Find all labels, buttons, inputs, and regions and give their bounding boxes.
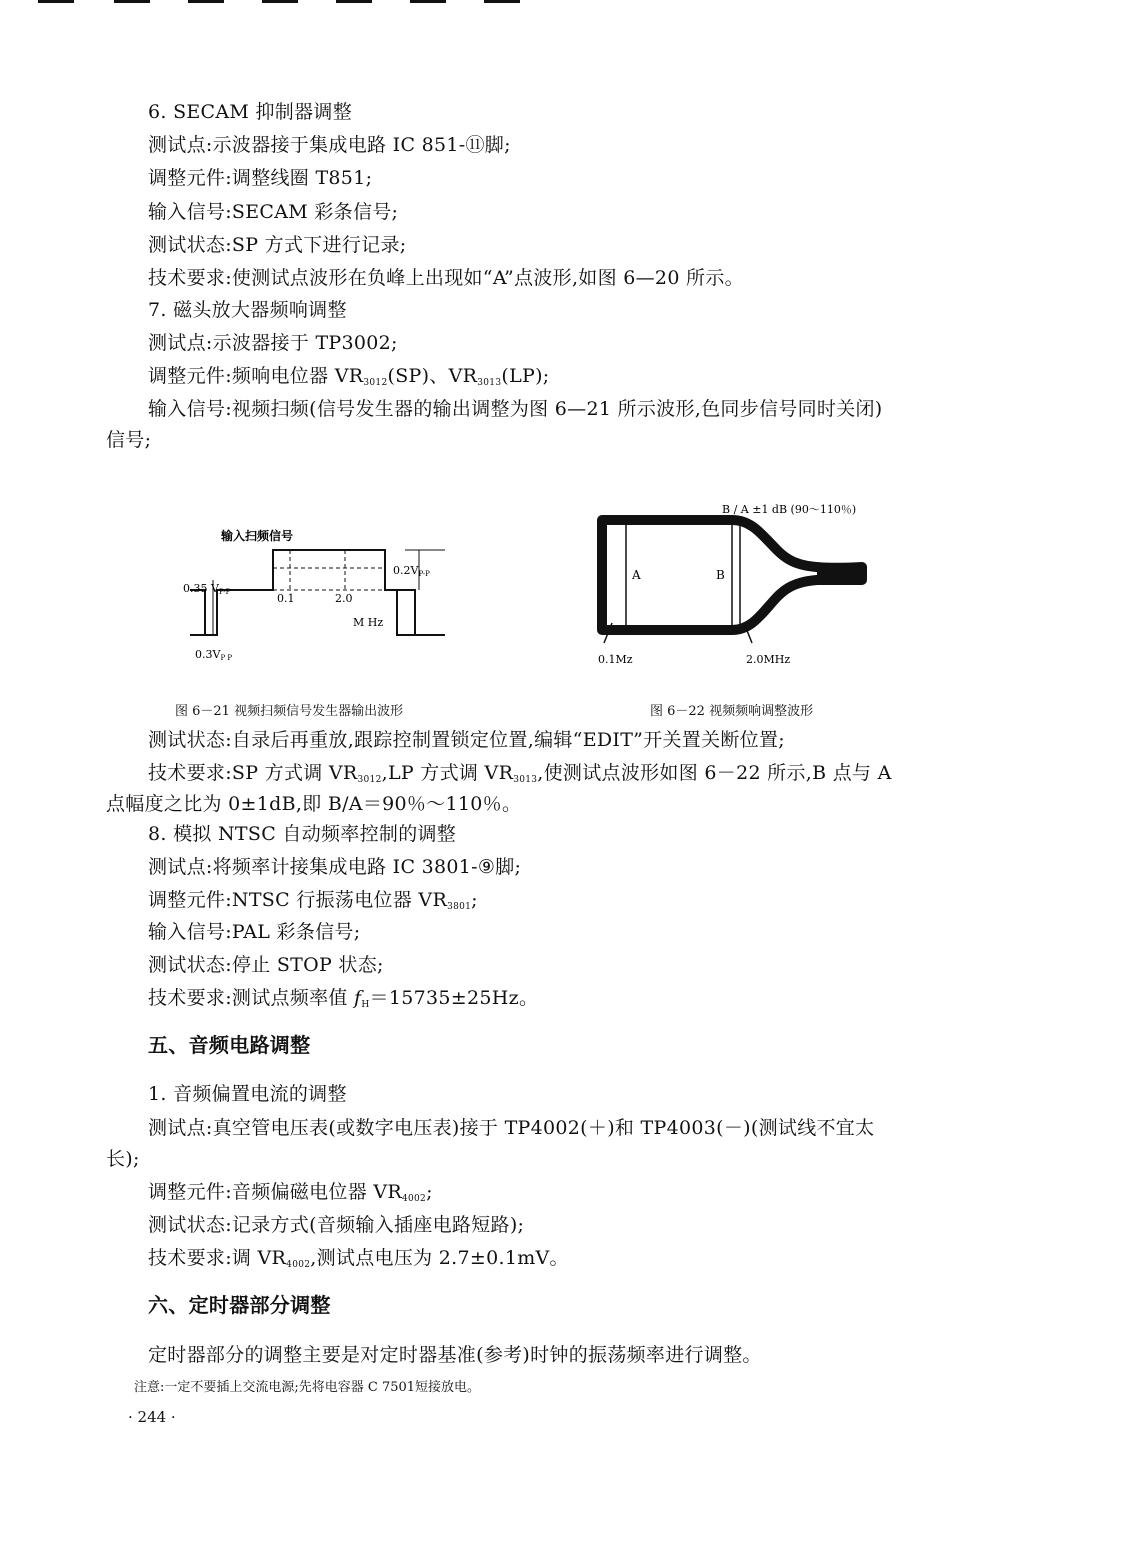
fig21-label-20: 2.0 xyxy=(335,592,353,605)
s8-line-5: 技术要求:测试点频率值 $f_H=15735\pm 25Hz$。 xyxy=(148,987,539,1010)
timer-line-1: 定时器部分的调整主要是对定时器基准(参考)时钟的振荡频率进行调整。 xyxy=(148,1344,762,1366)
fig21-title: 输入扫频信号 xyxy=(221,529,294,543)
s8-line-2: 调整元件:NTSC 行振荡电位器 $VR_{3801}$; xyxy=(148,889,478,912)
note: 注意:一定不要插上交流电源;先将电容器 C 7501短接放电。 xyxy=(134,1380,481,1395)
a1-line-1-cont: 长); xyxy=(106,1148,140,1170)
s6-line-3: 输入信号:SECAM 彩条信号; xyxy=(148,201,399,223)
fig21-label-035: 0.35 VP-P xyxy=(183,582,231,596)
figure-6-22-frequency-response-diagram xyxy=(592,495,902,675)
s6-line-5: 技术要求:使测试点波形在负峰上出现如“A”点波形,如图 6—20 所示。 xyxy=(148,267,744,289)
a1-line-3: 测试状态:记录方式(音频输入插座电路短路); xyxy=(148,1214,525,1236)
fig21-caption: 图 6－21 视频扫频信号发生器输出波形 xyxy=(175,704,404,719)
fig22-caption: 图 6－22 视频频响调整波形 xyxy=(650,704,814,719)
s6-line-2: 调整元件:调整线圈 T851; xyxy=(148,167,373,189)
fig21-label-mhz: M Hz xyxy=(353,616,384,629)
a1-line-1: 测试点:真空管电压表(或数字电压表)接于 TP4002(＋)和 TP4003(－)(测试线不宜太 xyxy=(148,1117,875,1139)
s7-line-3-cont: 信号; xyxy=(106,429,152,451)
fig22-label-01mz: 0.1Mz xyxy=(598,653,633,666)
a1-title: 1. 音频偏置电流的调整 xyxy=(148,1083,347,1105)
heading-timer: 六、定时器部分调整 xyxy=(148,1293,331,1317)
fig22-label-top: B / A ±1 dB (90～110％) xyxy=(722,503,857,516)
fig22-label-a: A xyxy=(632,568,641,582)
s8-line-3: 输入信号:PAL 彩条信号; xyxy=(148,921,361,943)
s7-line-3: 输入信号:视频扫频(信号发生器的输出调整为图 6—21 所示波形,色同步信号同时关闭) xyxy=(148,398,883,420)
page-number: · 244 · xyxy=(128,1408,176,1426)
s7-line-5: 技术要求:SP 方式调 $VR_{3012},LP$ 方式调 $VR_{3013}$,使测试点波形如图 6－22 所示,B 点与 A xyxy=(148,762,892,785)
heading-audio-circuit: 五、音频电路调整 xyxy=(148,1033,311,1057)
fig21-label-03: 0.3VP P xyxy=(195,648,233,662)
s6-line-1: 测试点:示波器接于集成电路 IC 851-⑪脚; xyxy=(148,134,511,156)
a1-line-4: 技术要求:调 $VR_{4002}$,测试点电压为 2.7±0.1mV。 xyxy=(148,1247,569,1270)
s7-title: 7. 磁头放大器频响调整 xyxy=(148,299,347,321)
s7-line-4: 测试状态:自录后再重放,跟踪控制置锁定位置,编辑“EDIT”开关置关断位置; xyxy=(148,729,785,751)
s6-line-4: 测试状态:SP 方式下进行记录; xyxy=(148,234,407,256)
fig21-label-02: 0.2VP-P xyxy=(393,564,430,578)
fig22-label-b: B xyxy=(716,568,725,582)
fig21-right-pulse xyxy=(385,590,415,635)
a1-line-2: 调整元件:音频偏磁电位器 $VR_{4002}$; xyxy=(148,1181,433,1204)
top-scan-marks xyxy=(38,0,538,4)
figure-6-21-sweep-signal-diagram xyxy=(175,520,465,670)
s8-line-1: 测试点:将频率计接集成电路 IC 3801-⑨脚; xyxy=(148,856,522,878)
s7-line-1: 测试点:示波器接于 TP3002; xyxy=(148,332,398,354)
s6-title: 6. SECAM 抑制器调整 xyxy=(148,101,353,123)
s8-line-4: 测试状态:停止 STOP 状态; xyxy=(148,954,384,976)
fig21-label-01: 0.1 xyxy=(277,592,295,605)
s8-title: 8. 模拟 NTSC 自动频率控制的调整 xyxy=(148,823,457,845)
s7-line-5-cont: 点幅度之比为 0±1dB,即 B/A＝90％～110％。 xyxy=(106,793,522,815)
fig22-tail xyxy=(817,563,862,585)
fig22-label-20mhz: 2.0MHz xyxy=(746,653,791,666)
s7-line-2: 调整元件:频响电位器 $VR_{3012}(SP)$、$VR_{3013}(LP)$; xyxy=(148,365,550,388)
